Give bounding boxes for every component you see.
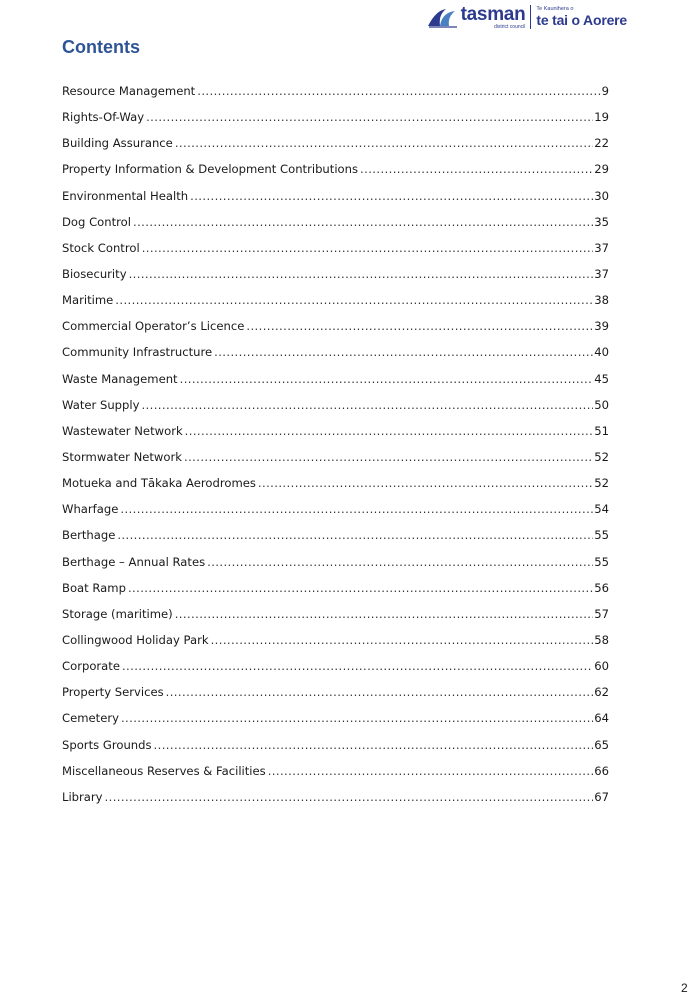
logo-divider: [530, 5, 531, 29]
toc-entry-label[interactable]: Maritime: [62, 293, 114, 308]
toc-entry-label[interactable]: Biosecurity: [62, 266, 127, 281]
toc-entry-page[interactable]: 45: [594, 371, 609, 386]
toc-entry[interactable]: [62, 319, 609, 345]
toc-entry-page[interactable]: 38: [594, 293, 609, 308]
toc-leader-dots: [175, 136, 593, 150]
logo-maori-main: te tai o Aorere: [536, 12, 627, 29]
toc-entry-page[interactable]: 37: [594, 266, 609, 281]
logo-subtitle: district council: [493, 23, 526, 30]
toc-entry[interactable]: [62, 581, 609, 607]
toc-entry[interactable]: [62, 659, 609, 685]
toc-entry-page[interactable]: 64: [594, 711, 609, 726]
toc-entry[interactable]: [62, 764, 609, 790]
toc-entry-label[interactable]: Stormwater Network: [62, 449, 182, 464]
toc-entry-label[interactable]: Commercial Operator’s Licence: [62, 319, 245, 334]
toc-entry-label[interactable]: Property Services: [62, 685, 164, 700]
toc-leader-dots: [141, 398, 593, 412]
toc-entry-page[interactable]: 66: [594, 763, 609, 778]
toc-entry-page[interactable]: 35: [594, 214, 609, 229]
logo-primary: [461, 5, 526, 30]
toc-entry[interactable]: [62, 685, 609, 711]
logo-maori-top: Te Kaunihera o: [536, 5, 574, 12]
toc-leader-dots: [207, 555, 593, 569]
toc-leader-dots: [146, 110, 593, 124]
toc-leader-dots: [211, 633, 594, 647]
toc-leader-dots: [121, 711, 593, 725]
toc-entry-label[interactable]: Community Infrastructure: [62, 345, 213, 360]
toc-leader-dots: [142, 241, 594, 255]
toc-entry-page[interactable]: 40: [594, 345, 609, 360]
toc-entry-page[interactable]: 60: [594, 659, 609, 674]
toc-entry-page[interactable]: 56: [594, 580, 609, 595]
toc-leader-dots: [120, 502, 593, 516]
toc-entry-page[interactable]: 55: [594, 528, 609, 543]
toc-entry-page[interactable]: 37: [594, 240, 609, 255]
toc-leader-dots: [175, 607, 594, 621]
toc-leader-dots: [105, 790, 594, 804]
toc-entry-page[interactable]: 51: [594, 423, 609, 438]
toc-entry[interactable]: [62, 267, 609, 293]
toc-leader-dots: [268, 764, 594, 778]
toc-entry-label[interactable]: Collingwood Holiday Park: [62, 632, 209, 647]
toc-entry-page[interactable]: 30: [594, 188, 609, 203]
toc-entry[interactable]: [62, 424, 609, 450]
toc-entry-label[interactable]: Motueka and Tākaka Aerodromes: [62, 476, 256, 491]
toc-leader-dots: [128, 581, 593, 595]
toc-entry-label[interactable]: Library: [62, 789, 103, 804]
toc-entry-label[interactable]: Resource Management: [62, 84, 196, 98]
table-of-contents: [62, 84, 609, 816]
toc-entry[interactable]: [62, 110, 609, 136]
toc-entry-page[interactable]: 57: [594, 606, 609, 621]
toc-entry-page[interactable]: 65: [594, 737, 609, 752]
toc-entry[interactable]: [62, 293, 609, 319]
toc-entry[interactable]: [62, 345, 609, 371]
toc-leader-dots: [258, 476, 593, 490]
toc-leader-dots: [133, 215, 593, 229]
toc-leader-dots: [184, 450, 593, 464]
toc-entry[interactable]: [62, 633, 609, 659]
toc-entry[interactable]: [62, 372, 609, 398]
toc-entry[interactable]: [62, 502, 609, 528]
toc-entry-page[interactable]: 58: [594, 632, 609, 647]
toc-entry-label[interactable]: Storage (maritime): [62, 606, 173, 621]
toc-entry-page[interactable]: 50: [594, 397, 609, 412]
toc-entry[interactable]: [62, 189, 609, 215]
toc-entry-label[interactable]: Environmental Health: [62, 188, 189, 203]
toc-entry-page[interactable]: 54: [594, 502, 609, 517]
toc-leader-dots: [117, 528, 593, 542]
toc-leader-dots: [166, 685, 594, 699]
toc-entry[interactable]: [62, 450, 609, 476]
toc-entry-page[interactable]: 55: [594, 554, 609, 569]
toc-entry[interactable]: [62, 738, 609, 764]
toc-entry-page[interactable]: 29: [594, 162, 609, 177]
toc-entry-label[interactable]: Berthage – Annual Rates: [62, 554, 206, 569]
toc-entry[interactable]: [62, 241, 609, 267]
toc-entry[interactable]: [62, 398, 609, 424]
toc-entry[interactable]: [62, 162, 609, 188]
toc-entry[interactable]: [62, 711, 609, 737]
toc-leader-dots: [129, 267, 594, 281]
toc-leader-dots: [185, 424, 594, 438]
toc-entry-label[interactable]: Cemetery: [62, 711, 119, 726]
logo-mark-icon: [427, 6, 459, 28]
toc-leader-dots: [115, 293, 593, 307]
toc-leader-dots: [360, 162, 593, 176]
logo-word: tasman: [460, 3, 526, 25]
page-title: Contents: [62, 37, 140, 57]
toc-entry[interactable]: [62, 528, 609, 554]
toc-leader-dots: [246, 319, 593, 333]
toc-entry-label[interactable]: Miscellaneous Reserves & Facilities: [62, 763, 266, 778]
toc-leader-dots: [197, 84, 600, 98]
toc-entry[interactable]: [62, 136, 609, 162]
toc-entry-page[interactable]: 52: [594, 476, 609, 491]
toc-entry-page[interactable]: 9: [601, 84, 609, 98]
page-number-value: 2: [681, 981, 688, 995]
toc-entry-label[interactable]: Water Supply: [62, 397, 140, 412]
toc-entry-page[interactable]: 67: [594, 789, 609, 804]
toc-entry-label[interactable]: Dog Control: [62, 214, 131, 229]
toc-entry-label[interactable]: Corporate: [62, 659, 120, 674]
toc-entry-label[interactable]: Stock Control: [62, 240, 140, 255]
toc-entry-label[interactable]: Berthage: [62, 528, 116, 543]
toc-entry-page[interactable]: 22: [594, 136, 609, 151]
toc-entry-label[interactable]: Building Assurance: [62, 136, 173, 151]
toc-entry-label[interactable]: Boat Ramp: [62, 580, 126, 595]
toc-entry-label[interactable]: Sports Grounds: [62, 737, 152, 752]
toc-entry-label[interactable]: Rights-Of-Way: [62, 110, 145, 125]
toc-leader-dots: [190, 189, 593, 203]
toc-entry-label[interactable]: Waste Management: [62, 371, 178, 386]
toc-entry-label[interactable]: Wastewater Network: [62, 423, 183, 438]
toc-entry[interactable]: [62, 84, 609, 110]
toc-entry-page[interactable]: 52: [594, 449, 609, 464]
logo-secondary: [536, 7, 627, 28]
toc-leader-dots: [122, 659, 593, 673]
toc-entry[interactable]: [62, 476, 609, 502]
toc-leader-dots: [214, 345, 593, 359]
toc-entry-label[interactable]: Wharfage: [62, 502, 119, 517]
toc-leader-dots: [154, 738, 594, 752]
toc-entry-page[interactable]: 62: [594, 685, 609, 700]
toc-entry[interactable]: [62, 790, 609, 816]
toc-entry-page[interactable]: 19: [594, 110, 609, 125]
toc-entry[interactable]: [62, 607, 609, 633]
toc-entry[interactable]: [62, 555, 609, 581]
toc-entry[interactable]: [62, 215, 609, 241]
toc-leader-dots: [180, 372, 594, 386]
toc-entry-page[interactable]: 39: [594, 319, 609, 334]
council-logo: [427, 3, 627, 31]
toc-entry-label[interactable]: Property Information & Development Contributions: [62, 162, 359, 177]
